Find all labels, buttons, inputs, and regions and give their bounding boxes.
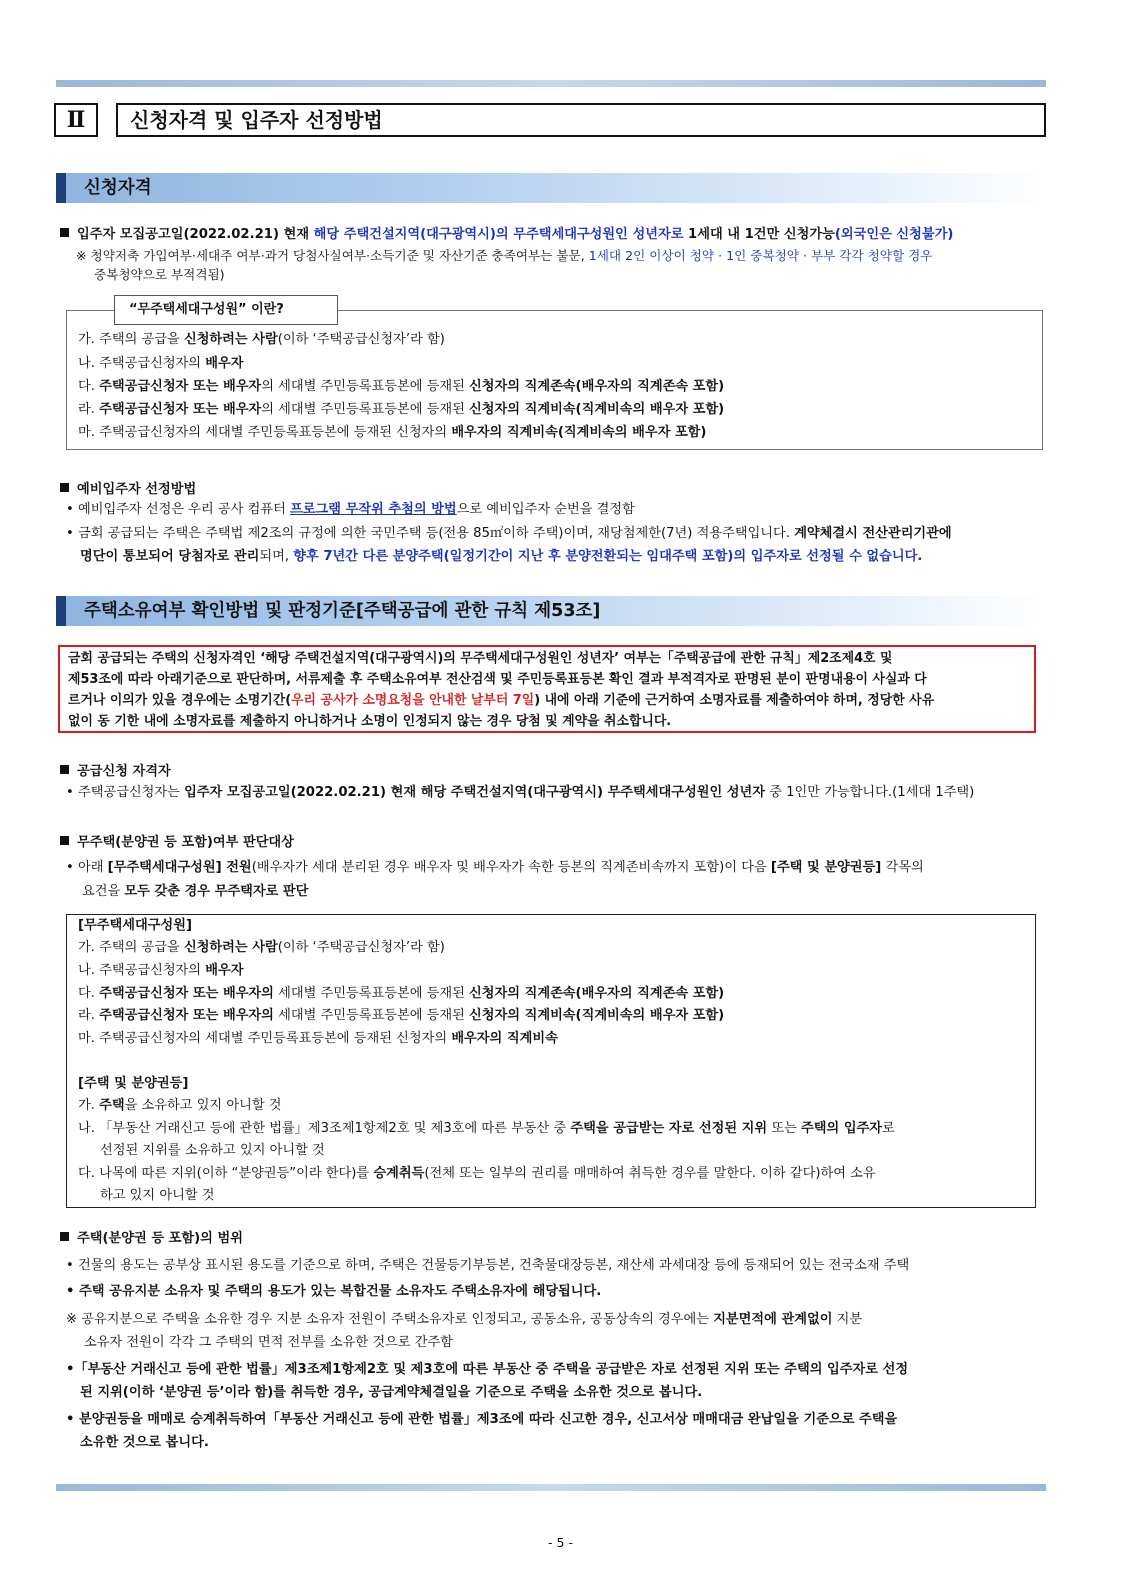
square-bullet-icon	[60, 765, 69, 774]
section-marker	[56, 596, 66, 626]
scope-bullet-1: • 건물의 용도는 공부상 표시된 용도를 기준으로 하며, 주택은 건물등기부등본, 건축물대장등본, 재산세 과세대장 등에 등재되어 있는 전국소재 주택	[66, 1258, 910, 1273]
target-bullet: • 아래 [무주택세대구성원] 전원(배우자가 세대 분리된 경우 배우자 및 배우자가 속한 등본의 직계존비속까지 포함)이 다음 [주택 및 분양권등] 각목의 요건을 모두 갖춘 경우 무주택자로 판단	[66, 860, 924, 899]
scope-bullet-2: • 주택 공유지분 소유자 및 주택의 용도가 있는 복합건물 소유자도 주택소유자에 해당됩니다.	[66, 1284, 602, 1299]
scope-bullet-4: • 분양권등을 매매로 승계취득하여「부동산 거래신고 등에 관한 법률」제3조에 따라 신고한 경우, 신고서상 매매대금 완납일을 기준으로 주택을 소유한 것으로 봅니다.	[66, 1412, 898, 1450]
definition-row: 나. 주택공급신청자의 배우자	[78, 356, 244, 371]
bottom-divider	[56, 1484, 1046, 1491]
reserve-heading: 예비입주자 선정방법	[60, 480, 1045, 500]
definition-tab: “무주택세대구성원” 이란?	[114, 295, 338, 325]
reserve-bullet-2: • 금회 공급되는 주택은 주택법 제2조의 규정에 의한 국민주택 등(전용 85㎡이하 주택)이며, 재당첨제한(7년) 적용주택입니다. 계약체결시 전산관리기관에 명단이 통보되어 당첨자로 관리되며, 향후 7년간 다른 분양주택(일정기간이 지난 후 분양전환되는 임대주택 포함)의 입주자로 선정될 수 없습니다.	[66, 526, 952, 564]
square-bullet-icon	[60, 228, 69, 237]
scope-heading: 주택(분양권 등 포함)의 범위	[60, 1229, 1045, 1249]
criteria-row: 다. 주택공급신청자 또는 배우자의 세대별 주민등록표등본에 등재된 신청자의 직계존속(배우자의 직계존속 포함)	[78, 986, 725, 1001]
chapter-title: 신청자격 및 입주자 선정방법	[116, 103, 1046, 137]
section-header-ownership	[56, 596, 1046, 626]
criteria-row: 나. 주택공급신청자의 배우자	[78, 963, 244, 978]
criteria-heading-housing: [주택 및 분양권등]	[78, 1076, 189, 1091]
scope-note: ※ 공유지분으로 주택을 소유한 경우 지분 소유자 전원이 주택소유자로 인정되고, 공동소유, 공동상속의 경우에는 지분면적에 관계없이 지분 소유자 전원이 각각 그 주택의 면적 전부를 소유한 것으로 간주함	[66, 1312, 863, 1350]
eligibility-line: 입주자 모집공고일(2022.02.21) 현재 해당 주택건설지역(대구광역시)의 무주택세대구성원인 성년자로 1세대 내 1건만 신청가능(외국인은 신청불가)	[60, 225, 1045, 245]
section-header-eligibility	[56, 173, 1046, 203]
section-title: 주택소유여부 확인방법 및 판정기준[주택공급에 관한 규칙 제53조]	[84, 601, 601, 621]
square-bullet-icon	[60, 483, 69, 492]
criteria-row: 나. 「부동산 거래신고 등에 관한 법률」제3조제1항제2호 및 제3호에 따른 부동산 중 주택을 공급받는 자로 선정된 지위 또는 주택의 입주자로 선정된 지위를 소유하고 있지 아니할 것	[78, 1121, 895, 1158]
criteria-row: 가. 주택의 공급을 신청하려는 사람(이하 ‘주택공급신청자’라 함)	[78, 940, 445, 955]
square-bullet-icon	[60, 1232, 69, 1241]
section-title: 신청자격	[84, 178, 152, 198]
definition-row: 라. 주택공급신청자 또는 배우자의 세대별 주민등록표등본에 등재된 신청자의 직계비속(직계비속의 배우자 포함)	[78, 402, 725, 417]
reserve-bullet-1: • 예비입주자 선정은 우리 공사 컴퓨터 프로그램 무작위 추첨의 방법으로 예비입주자 순번을 결정함	[66, 502, 635, 517]
eligibility-note: ※ 청약저축 가입여부·세대주 여부·과거 당첨사실여부·소득기준 및 자산기준 충족여부는 불문, 1세대 2인 이상이 청약 · 1인 중복청약 · 부부 각각 청약할 경우 중복청약으로 부적격됨)	[76, 248, 933, 282]
chapter-number: Ⅱ	[54, 103, 98, 137]
criteria-row: 다. 나목에 따른 지위(이하 “분양권등”이라 한다)를 승계취득(전체 또는 일부의 권리를 매매하여 취득한 경우를 말한다. 이하 같다)하여 소유 하고 있지 아니할 것	[78, 1166, 876, 1203]
definition-row: 가. 주택의 공급을 신청하려는 사람(이하 ‘주택공급신청자’라 함)	[78, 332, 445, 347]
definition-row: 마. 주택공급신청자의 세대별 주민등록표등본에 등재된 신청자의 배우자의 직계비속(직계비속의 배우자 포함)	[78, 425, 707, 440]
notice-text: 금회 공급되는 주택의 신청자격인 ‘해당 주택건설지역(대구광역시)의 무주택세대구성원인 성년자’ 여부는「주택공급에 관한 규칙」제2조제4호 및 제53조에 따라 아래기준으로 판단하며, 서류제출 후 주택소유여부 전산검색 및 주민등록표등본 확인 결과 부적격자로 판명된 분이 판명내용이 사실과 다 르거나 이의가 있을 경우에는 소명기간(우리 공사가 소명요청을 안내한 날부터 7일) 내에 아래 기준에 근거하여 소명자료를 제출하여야 하며, 정당한 사유 없이 동 기한 내에 소명자료를 제출하지 아니하거나 소명이 인정되지 않는 경우 당첨 및 계약을 취소합니다.	[68, 651, 935, 729]
supply-bullet: • 주택공급신청자는 입주자 모집공고일(2022.02.21) 현재 해당 주택건설지역(대구광역시) 무주택세대구성원인 성년자 중 1인만 가능합니다.(1세대 1주택)	[66, 785, 975, 800]
square-bullet-icon	[60, 836, 69, 845]
criteria-heading-members: [무주택세대구성원]	[78, 918, 192, 933]
scope-bullet-3: •「부동산 거래신고 등에 관한 법률」제3조제1항제2호 및 제3호에 따른 부동산 중 주택을 공급받은 자로 선정된 지위 또는 주택의 입주자로 선정 된 지위(이하 ‘분양권 등’이라 함)를 취득한 경우, 공급계약체결일을 기준으로 주택을 소유한 것으로 봅니다.	[66, 1362, 909, 1400]
criteria-row: 가. 주택을 소유하고 있지 아니할 것	[78, 1098, 282, 1113]
supply-heading: 공급신청 자격자	[60, 762, 1045, 782]
target-heading: 무주택(분양권 등 포함)여부 판단대상	[60, 833, 1045, 853]
top-divider	[56, 80, 1046, 87]
page-number: - 5 -	[548, 1535, 573, 1550]
criteria-row: 라. 주택공급신청자 또는 배우자의 세대별 주민등록표등본에 등재된 신청자의 직계비속(직계비속의 배우자 포함)	[78, 1008, 725, 1023]
definition-row: 다. 주택공급신청자 또는 배우자의 세대별 주민등록표등본에 등재된 신청자의 직계존속(배우자의 직계존속 포함)	[78, 379, 725, 394]
criteria-row: 마. 주택공급신청자의 세대별 주민등록표등본에 등재된 신청자의 배우자의 직계비속	[78, 1031, 558, 1046]
section-marker	[56, 173, 66, 203]
